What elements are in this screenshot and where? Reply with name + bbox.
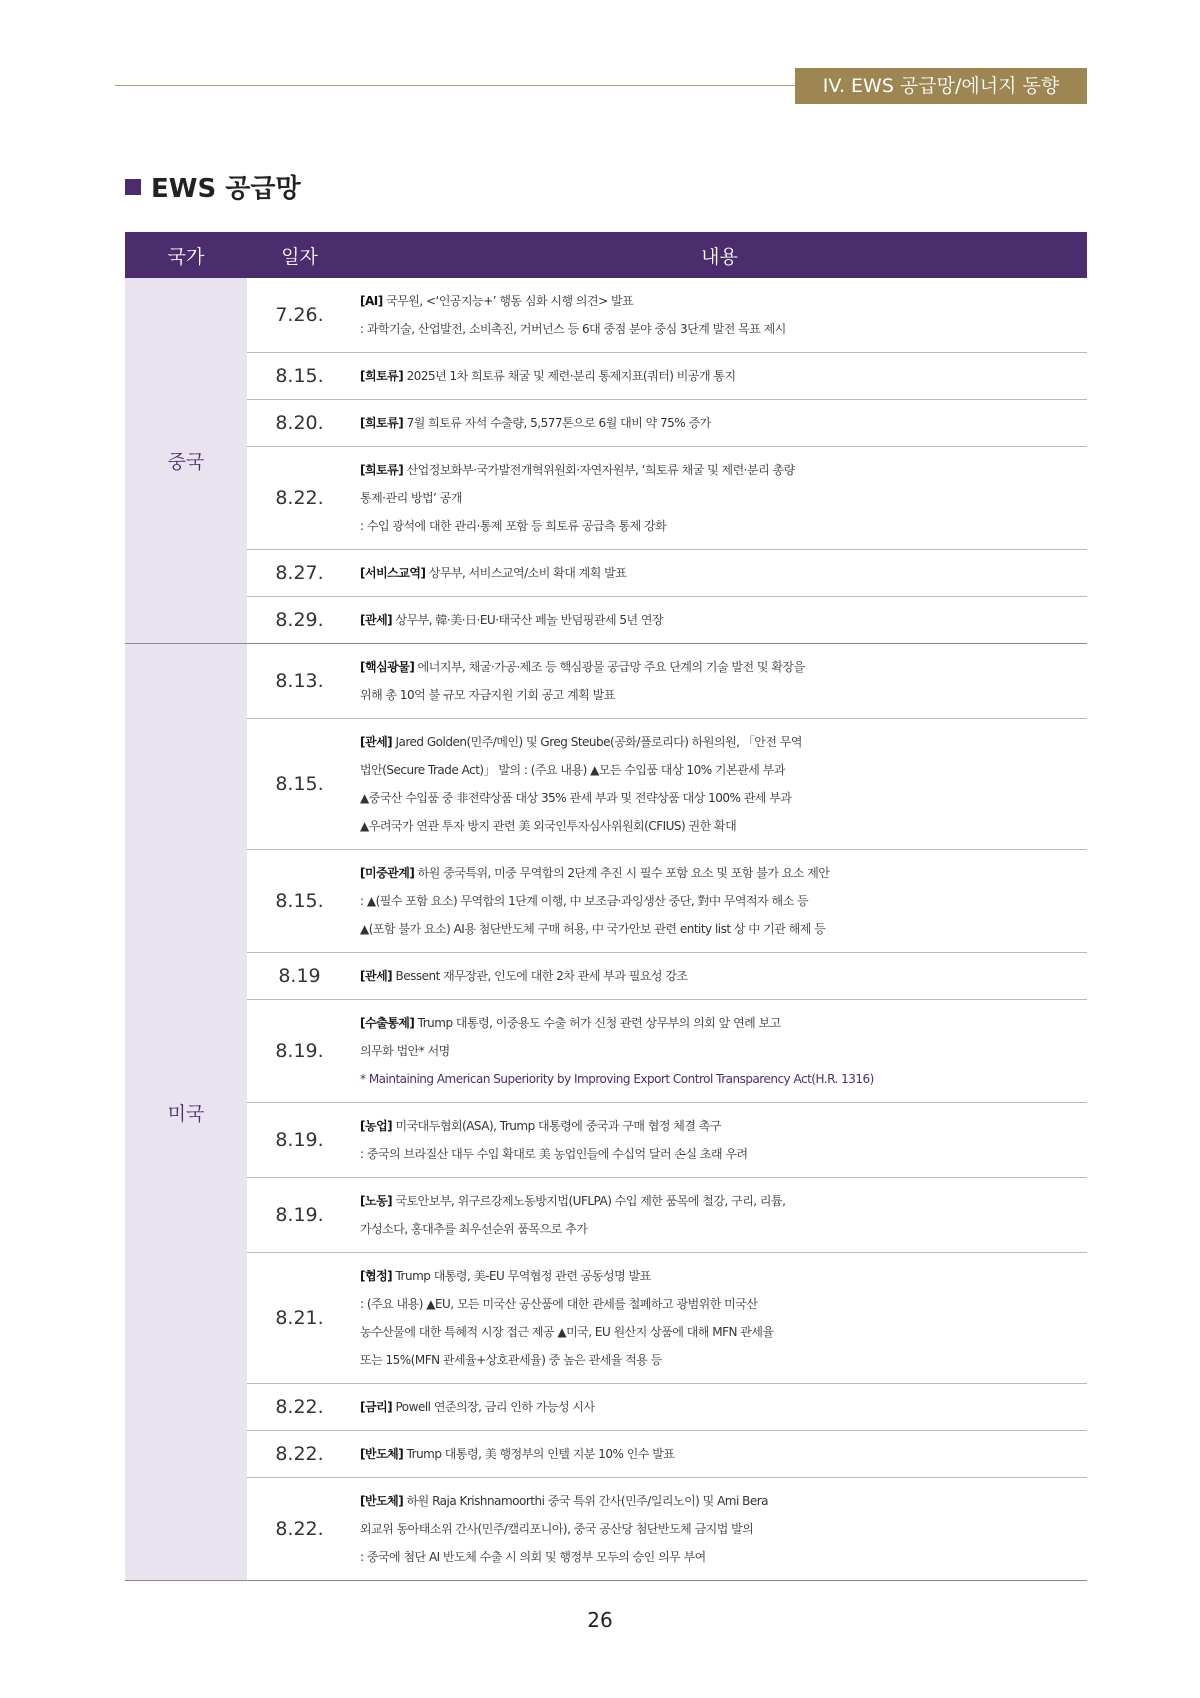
content-line xyxy=(360,1187,1079,1215)
content-text: 7월 희토류 자석 수출량, 5,577톤으로 6월 대비 약 75% 증가 xyxy=(406,416,711,430)
content-cell xyxy=(352,1178,1087,1253)
table-row xyxy=(125,850,1087,953)
content-cell xyxy=(352,400,1087,447)
content-cell xyxy=(352,278,1087,353)
content-text: 산업정보화부·국가발전개혁위원회·자연자원부, ‘희토류 채굴 및 제련·분리 총량 xyxy=(406,463,795,477)
table-row xyxy=(125,1178,1087,1253)
date-cell: 7.26. xyxy=(247,278,352,353)
table-row xyxy=(125,953,1087,1000)
content-cell xyxy=(352,447,1087,550)
content-line xyxy=(360,484,1079,512)
content-text: : 중국의 브라질산 대두 수입 확대로 美 농업인들에 수십억 달러 손실 초래 우려 xyxy=(360,1147,748,1161)
content-text: Trump 대통령, 美 행정부의 인텔 지분 10% 인수 발표 xyxy=(406,1447,675,1461)
content-text: 국토안보부, 위구르강제노동방지법(UFLPA) 수입 제한 품목에 철강, 구리, 리튬, xyxy=(395,1194,786,1208)
country-cell: 미국 xyxy=(125,644,247,1581)
footnote: * Maintaining American Superiority by Improving Export Control Transparency Act(H.R. 1316) xyxy=(360,1072,874,1086)
page-number: 26 xyxy=(587,1608,613,1632)
content-text: Trump 대통령, 美-EU 무역협정 관련 공동성명 발표 xyxy=(395,1269,651,1283)
category-tag: [수출통제] xyxy=(360,1016,415,1030)
content-line xyxy=(360,512,1079,540)
content-line xyxy=(360,1515,1079,1543)
table-row xyxy=(125,597,1087,644)
date-cell: 8.29. xyxy=(247,597,352,644)
content-text: 외교위 동아태소위 간사(민주/캘리포니아), 중국 공산당 첨단반도체 금지법 발의 xyxy=(360,1522,754,1536)
table-row xyxy=(125,1103,1087,1178)
category-tag: [미중관계] xyxy=(360,866,415,880)
table-row xyxy=(125,644,1087,719)
content-text: Powell 연준의장, 금리 인하 가능성 시사 xyxy=(395,1400,595,1414)
column-header-country: 국가 xyxy=(125,232,247,278)
table-row xyxy=(125,447,1087,550)
table-row xyxy=(125,1478,1087,1581)
table-header-row xyxy=(125,232,1087,278)
content-cell xyxy=(352,953,1087,1000)
content-line xyxy=(360,1262,1079,1290)
content-line xyxy=(360,812,1079,840)
content-line xyxy=(360,1346,1079,1374)
content-line xyxy=(360,915,1079,943)
category-tag: [관세] xyxy=(360,613,393,627)
header-rule xyxy=(115,85,795,86)
category-tag: [협정] xyxy=(360,1269,393,1283)
category-tag: [희토류] xyxy=(360,416,404,430)
date-cell: 8.13. xyxy=(247,644,352,719)
content-text: 2025년 1차 희토류 채굴 및 제련·분리 통제지표(쿼터) 비공개 통지 xyxy=(406,369,736,383)
content-text: 상무부, 韓·美·日·EU·태국산 페놀 반덤핑관세 5년 연장 xyxy=(395,613,664,627)
category-tag: [농업] xyxy=(360,1119,393,1133)
content-line xyxy=(360,784,1079,812)
content-line xyxy=(360,315,1079,343)
content-text: 에너지부, 채굴·가공·제조 등 핵심광물 공급망 주요 단계의 기술 발전 및 확장을 xyxy=(417,660,805,674)
content-line xyxy=(360,962,1079,990)
content-line xyxy=(360,1318,1079,1346)
content-text: Bessent 재무장관, 인도에 대한 2차 관세 부과 필요성 강조 xyxy=(395,969,688,983)
content-line xyxy=(360,409,1079,437)
table-row xyxy=(125,1000,1087,1103)
ews-table xyxy=(125,232,1087,1581)
date-cell: 8.27. xyxy=(247,550,352,597)
content-line xyxy=(360,887,1079,915)
category-tag: [반도체] xyxy=(360,1494,404,1508)
content-line xyxy=(360,1290,1079,1318)
content-cell xyxy=(352,1000,1087,1103)
content-text: 국무원, <‘인공지능+’ 행동 심화 시행 의견> 발표 xyxy=(386,294,634,308)
country-cell: 중국 xyxy=(125,278,247,644)
date-cell: 8.21. xyxy=(247,1253,352,1384)
date-cell: 8.15. xyxy=(247,353,352,400)
content-cell xyxy=(352,353,1087,400)
content-text: 하원 중국특위, 미중 무역합의 2단계 추진 시 필수 포함 요소 및 포함 불가 요소 제안 xyxy=(417,866,830,880)
category-tag: [핵심광물] xyxy=(360,660,415,674)
content-cell xyxy=(352,1478,1087,1581)
content-text: : 수입 광석에 대한 관리·통제 포함 등 희토류 공급측 통제 강화 xyxy=(360,519,667,533)
content-text: : ▲(필수 포함 요소) 무역합의 1단계 이행, 中 보조금·과잉생산 중단, 對中 무역적자 해소 등 xyxy=(360,894,809,908)
content-cell xyxy=(352,1384,1087,1431)
category-tag: [희토류] xyxy=(360,369,404,383)
content-cell xyxy=(352,1431,1087,1478)
content-text: ▲중국산 수입품 중 非전략상품 대상 35% 관세 부과 및 전략상품 대상 100% 관세 부과 xyxy=(360,791,792,805)
date-cell: 8.15. xyxy=(247,850,352,953)
column-header-date: 일자 xyxy=(247,232,352,278)
content-text: : 중국에 첨단 AI 반도체 수출 시 의회 및 행정부 모두의 승인 의무 부여 xyxy=(360,1550,706,1564)
square-bullet-icon xyxy=(125,179,141,195)
content-text: 하원 Raja Krishnamoorthi 중국 특위 간사(민주/일리노이) 및 Ami Bera xyxy=(406,1494,769,1508)
table-row xyxy=(125,353,1087,400)
content-line xyxy=(360,362,1079,390)
column-header-content: 내용 xyxy=(352,232,1087,278)
category-tag: [희토류] xyxy=(360,463,404,477)
category-tag: [금리] xyxy=(360,1400,393,1414)
date-cell: 8.15. xyxy=(247,719,352,850)
content-cell xyxy=(352,644,1087,719)
section-title: EWS 공급망 xyxy=(151,174,301,204)
table-row xyxy=(125,1253,1087,1384)
content-text: Jared Golden(민주/메인) 및 Greg Steube(공화/플로리다) 하원의원, 「안전 무역 xyxy=(395,735,802,749)
content-line xyxy=(360,606,1079,634)
content-text: 의무화 법안* 서명 xyxy=(360,1044,450,1058)
content-cell xyxy=(352,1253,1087,1384)
content-line xyxy=(360,1140,1079,1168)
section-heading xyxy=(125,168,301,205)
content-cell xyxy=(352,1103,1087,1178)
content-text: : (주요 내용) ▲EU, 모든 미국산 공산품에 대한 관세를 철폐하고 광범위한 미국산 xyxy=(360,1297,758,1311)
content-cell xyxy=(352,597,1087,644)
content-line xyxy=(360,1037,1079,1065)
content-text: 미국대두협회(ASA), Trump 대통령에 중국과 구매 협정 체결 촉구 xyxy=(395,1119,721,1133)
content-line xyxy=(360,1440,1079,1468)
content-line xyxy=(360,1543,1079,1571)
content-text: ▲우려국가 연관 투자 방지 관련 美 외국인투자심사위원회(CFIUS) 권한 확대 xyxy=(360,819,737,833)
content-line xyxy=(360,287,1079,315)
section-tag: IV. EWS 공급망/에너지 동향 xyxy=(795,68,1087,104)
content-text: : 과학기술, 산업발전, 소비촉진, 거버넌스 등 6대 중점 분야 중심 3단계 발전 목표 제시 xyxy=(360,322,786,336)
table-row xyxy=(125,278,1087,353)
content-cell xyxy=(352,850,1087,953)
content-line xyxy=(360,1215,1079,1243)
content-line xyxy=(360,653,1079,681)
content-line xyxy=(360,1112,1079,1140)
category-tag: [서비스교역] xyxy=(360,566,426,580)
content-text: Trump 대통령, 이중용도 수출 허가 신청 관련 상무부의 의회 앞 연례 보고 xyxy=(417,1016,781,1030)
content-text: 상무부, 서비스교역/소비 확대 계획 발표 xyxy=(428,566,627,580)
content-line xyxy=(360,756,1079,784)
content-text: 법안(Secure Trade Act)」 발의 : (주요 내용) ▲모든 수입품 대상 10% 기본관세 부과 xyxy=(360,763,785,777)
date-cell: 8.22. xyxy=(247,1384,352,1431)
category-tag: [반도체] xyxy=(360,1447,404,1461)
category-tag: [노동] xyxy=(360,1194,393,1208)
content-text: ▲(포함 불가 요소) AI용 첨단반도체 구매 허용, 中 국가안보 관련 entity list 상 中 기관 해제 등 xyxy=(360,922,826,936)
content-line xyxy=(360,1009,1079,1037)
table-row xyxy=(125,1431,1087,1478)
content-line xyxy=(360,456,1079,484)
date-cell: 8.20. xyxy=(247,400,352,447)
content-cell xyxy=(352,719,1087,850)
content-cell xyxy=(352,550,1087,597)
table-row xyxy=(125,400,1087,447)
content-text: 통제·관리 방법’ 공개 xyxy=(360,491,462,505)
category-tag: [관세] xyxy=(360,735,393,749)
table-body xyxy=(125,278,1087,1581)
content-text: 또는 15%(MFN 관세율+상호관세율) 중 높은 관세율 적용 등 xyxy=(360,1353,662,1367)
content-text: 위해 총 10억 불 규모 자금지원 기회 공고 계획 발표 xyxy=(360,688,615,702)
table-row xyxy=(125,550,1087,597)
content-text: 가성소다, 홍대추를 최우선순위 품목으로 추가 xyxy=(360,1222,588,1236)
content-text: 농수산물에 대한 특혜적 시장 접근 제공 ▲미국, EU 원산지 상품에 대해 MFN 관세율 xyxy=(360,1325,774,1339)
content-line xyxy=(360,1487,1079,1515)
date-cell: 8.22. xyxy=(247,1431,352,1478)
content-line xyxy=(360,728,1079,756)
date-cell: 8.19. xyxy=(247,1178,352,1253)
content-line xyxy=(360,681,1079,709)
table-row xyxy=(125,719,1087,850)
content-line xyxy=(360,559,1079,587)
date-cell: 8.19. xyxy=(247,1103,352,1178)
date-cell: 8.19. xyxy=(247,1000,352,1103)
content-line xyxy=(360,1393,1079,1421)
category-tag: [AI] xyxy=(360,294,383,308)
content-line xyxy=(360,859,1079,887)
date-cell: 8.19 xyxy=(247,953,352,1000)
date-cell: 8.22. xyxy=(247,1478,352,1581)
table-row xyxy=(125,1384,1087,1431)
date-cell: 8.22. xyxy=(247,447,352,550)
category-tag: [관세] xyxy=(360,969,393,983)
